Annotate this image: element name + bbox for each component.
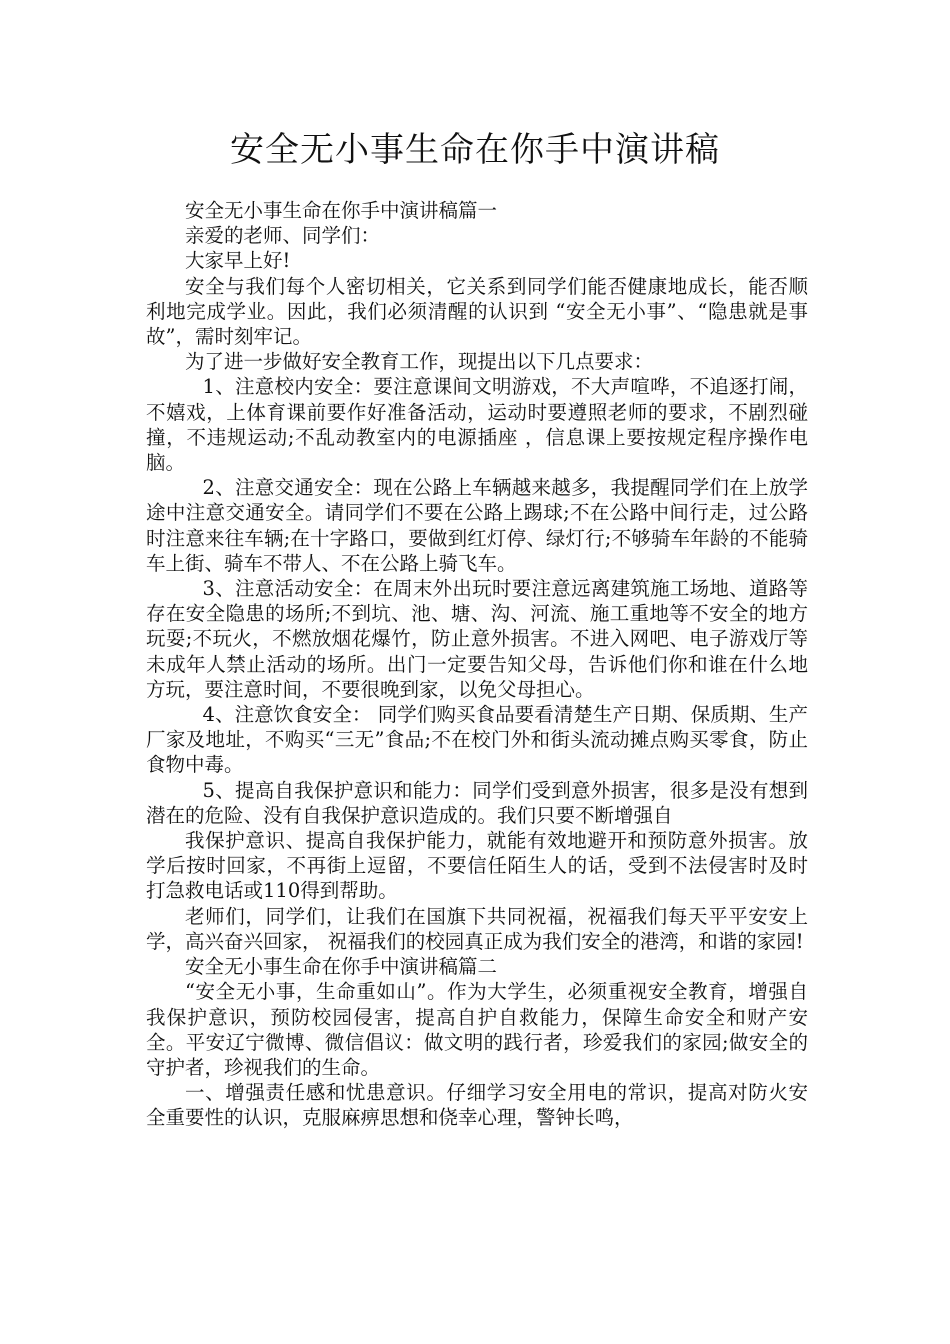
list-item-1: 1、注意校内安全：要注意课间文明游戏，不大声喧哗，不追逐打闹，不嬉戏，上体育课前要作好准备活动，运动时要遵照老师的要求，不剧烈碰撞，不违规运动;不乱动教室内的电源插座 ，信息课上要按规定程序操作电脑。: [146, 375, 808, 475]
document-title: 安全无小事生命在你手中演讲稿: [230, 130, 720, 170]
salutation: 亲爱的老师、同学们：: [185, 224, 381, 248]
paragraph: 老师们，同学们，让我们在国旗下共同祝福，祝福我们每天平平安安上学，高兴奋兴回家， 祝福我们的校园真正成为我们安全的港湾，和谐的家园!: [146, 904, 808, 953]
paragraph: 一、增强责任感和忧患意识。仔细学习安全用电的常识，提高对防火安全重要性的认识，克服麻痹思想和侥幸心理，警钟长鸣，: [146, 1081, 808, 1130]
list-item-4: 4、注意饮食安全： 同学们购买食品要看清楚生产日期、保质期、生产厂家及地址，不购买“三无”食品;不在校门外和街头流动摊点购买零食，防止食物中毒。: [146, 703, 808, 777]
list-item-3: 3、注意活动安全：在周末外出玩时要注意远离建筑施工场地、道路等存在安全隐患的场所;不到坑、池、塘、沟、河流、施工重地等不安全的地方玩耍;不玩火，不燃放烟花爆竹，防止意外损害。不进入网吧、电子游戏厅等未成年人禁止活动的场所。出门一定要告知父母，告诉他们你和谁在什么地方玩，要注意时间，不要很晚到家，以免父母担心。: [146, 577, 808, 701]
paragraph: 为了进一步做好安全教育工作，现提出以下几点要求：: [185, 350, 654, 374]
paragraph: “安全无小事，生命重如山”。作为大学生，必须重视安全教育，增强自我保护意识，预防校园侵害，提高自护自救能力，保障生命安全和财产安全。平安辽宁微博、微信倡议：做文明的践行者，珍爱我们的家园;做安全的守护者，珍视我们的生命。: [146, 980, 808, 1079]
list-item-2: 2、注意交通安全：现在公路上车辆越来越多，我提醒同学们在上放学途中注意交通安全。请同学们不要在公路上踢球;不在公路中间行走，过公路时注意来往车辆;在十字路口，要做到红灯停、绿灯行;不够骑车年龄的不能骑车上街、骑车不带人、不在公路上骑飞车。: [146, 476, 808, 575]
section-heading-2: 安全无小事生命在你手中演讲稿篇二: [185, 955, 498, 979]
section-heading-1: 安全无小事生命在你手中演讲稿篇一: [185, 199, 498, 222]
list-item-5: 5、提高自我保护意识和能力：同学们受到意外损害，很多是没有想到潜在的危险、没有自我保护意识造成的。我们只要不断增强自: [146, 778, 808, 827]
paragraph: 安全与我们每个人密切相关，它关系到同学们能否健康地成长，能否顺利地完成学业。因此，我们必须清醒的认识到 “安全无小事”、“隐患就是事故”，需时刻牢记。: [146, 274, 808, 349]
greeting: 大家早上好!: [185, 249, 291, 273]
document-body: [146, 198, 808, 1131]
paragraph: 我保护意识、提高自我保护能力，就能有效地避开和预防意外损害。放学后按时回家，不再街上逗留，不要信任陌生人的话，受到不法侵害时及时打急救电话或110得到帮助。: [146, 829, 808, 903]
